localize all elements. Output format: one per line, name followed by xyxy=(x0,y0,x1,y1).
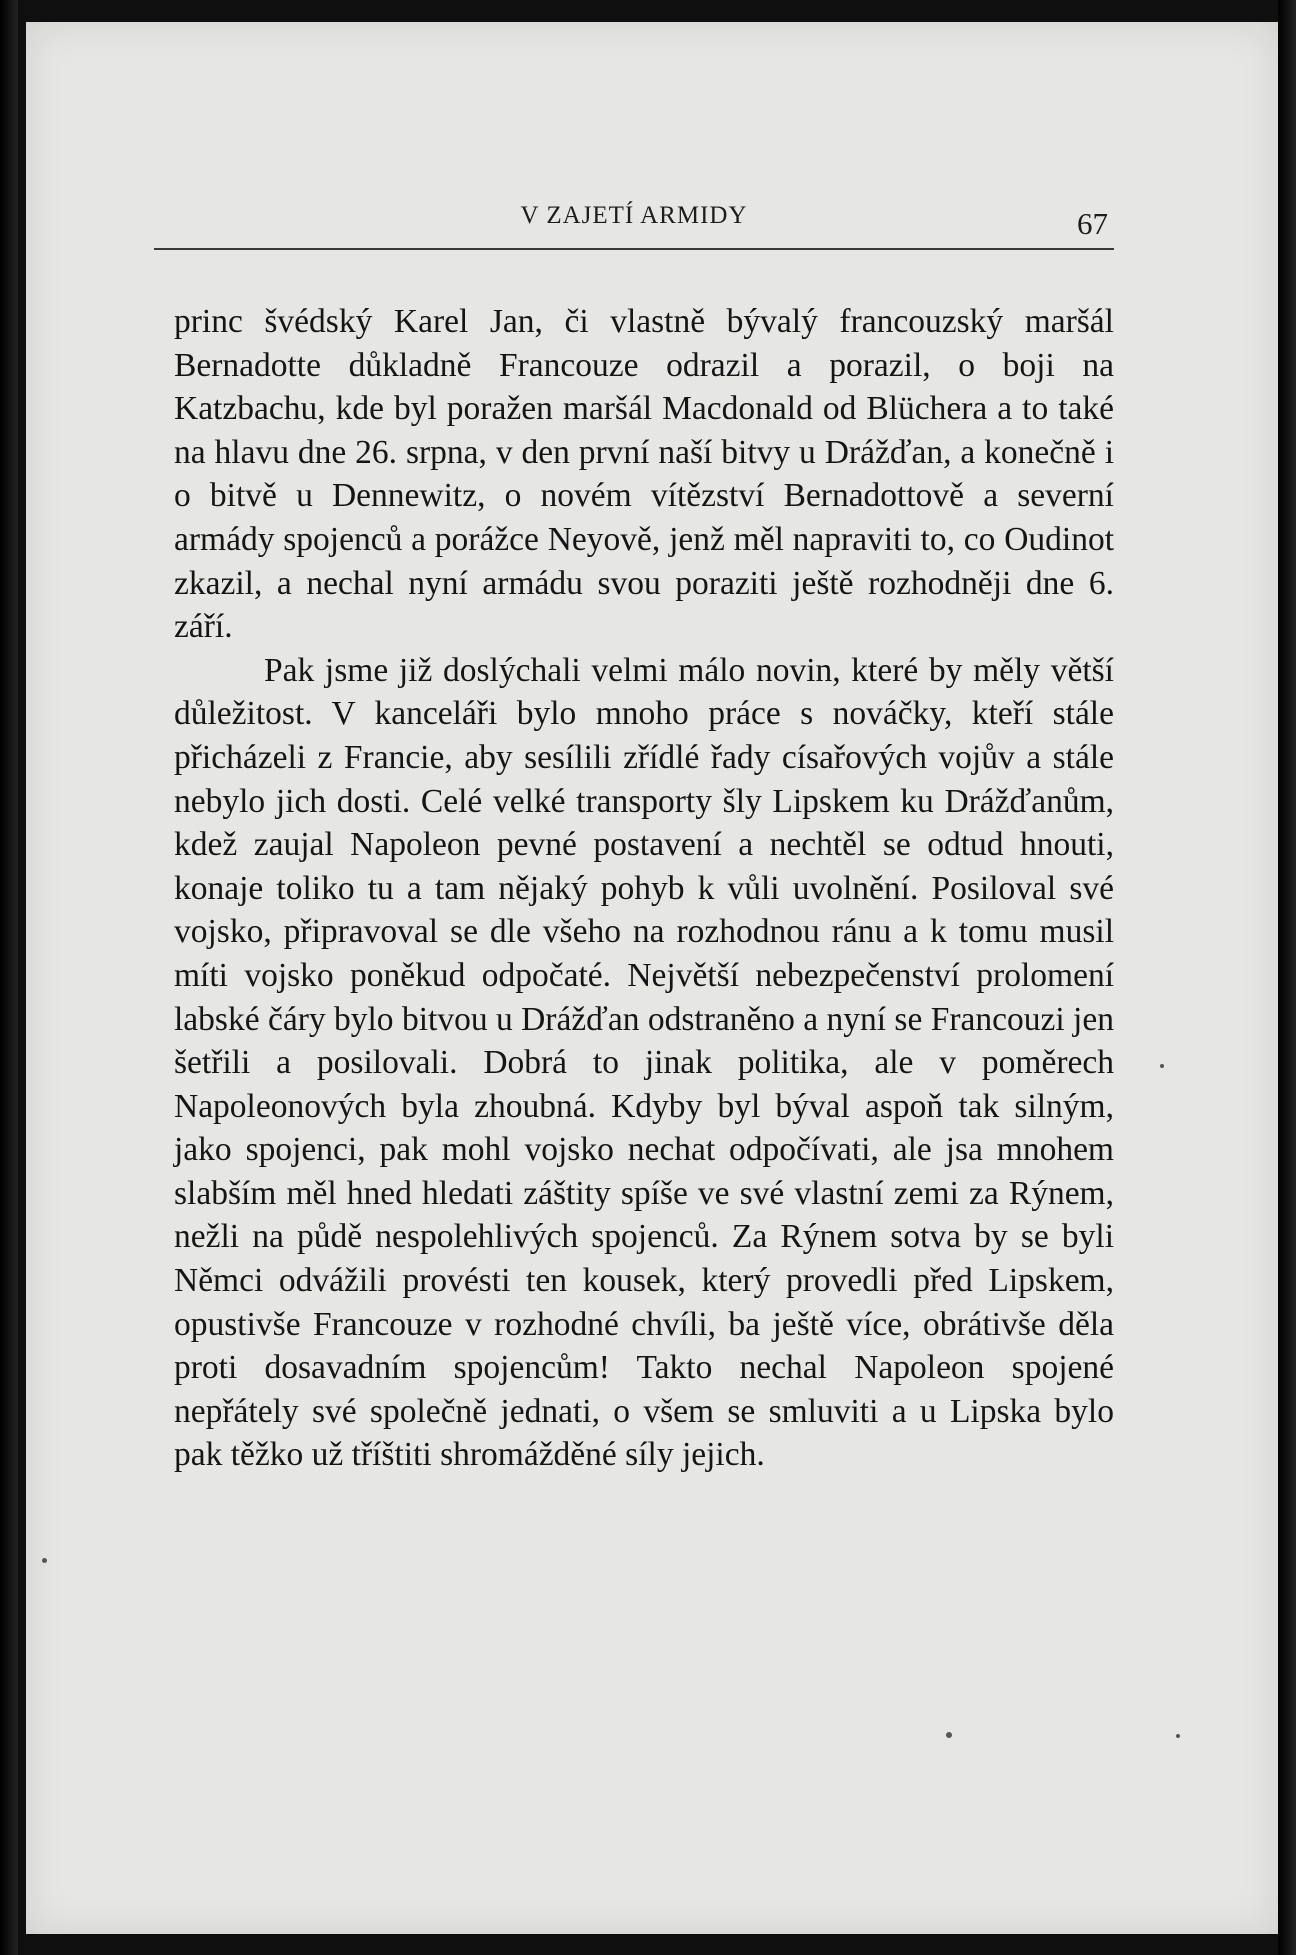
body-text xyxy=(174,300,1114,1477)
book-page xyxy=(26,22,1278,1934)
left-edge-shadow xyxy=(0,0,18,1955)
ink-speck xyxy=(1176,1734,1180,1738)
right-edge-shadow xyxy=(1278,0,1296,1955)
ink-speck xyxy=(1160,1064,1164,1068)
page-header xyxy=(154,178,1114,250)
page-number: 67 xyxy=(1077,206,1108,241)
ink-speck xyxy=(42,1558,47,1563)
running-title: V ZAJETÍ ARMIDY xyxy=(520,202,748,229)
paragraph-1: princ švédský Karel Jan, či vlastně bývalý francouzský maršál Bernadotte důkladně Francouze odrazil a porazil, o boji na Katzbachu, kde byl poražen maršál Macdonald od Blüchera a to také na hlavu dne 26. srpna, v den první naší bitvy u Drážďan, a konečně i o bitvě u Dennewitz, o novém vítězství Bernadottově a severní armády spojenců a porážce Neyově, jenž měl napraviti to, co Oudinot zkazil, a nechal nyní armádu svou poraziti ještě rozhodněji dne 6. září. xyxy=(174,303,1114,646)
ink-speck xyxy=(946,1732,952,1738)
paragraph-2: Pak jsme již doslýchali velmi málo novin, které by měly větší důležitost. V kanceláři bylo mnoho práce s nováčky, kteří stále přicházeli z Francie, aby sesílili zřídlé řady císařových vojův a stále nebylo jich dosti. Celé velké transporty šly Lipskem ku Drážďanům, kdež zaujal Napoleon pevné postavení a nechtěl se odtud hnouti, konaje toliko tu a tam nějaký pohyb k vůli uvolnění. Posiloval své vojsko, připravoval se dle všeho na rozhodnou ránu a k tomu musil míti vojsko poněkud odpočaté. Největší nebezpečenství prolomení labské čáry bylo bitvou u Drážďan odstraněno a nyní se Francouzi jen šetřili a posilovali. Dobrá to jinak politika, ale v poměrech Napoleonových byla zhoubná. Kdyby byl býval aspoň tak silným, jako spojenci, pak mohl vojsko nechat odpočívati, ale jsa mnohem slabším měl hned hledati záštity spíše ve své vlastní zemi za Rýnem, nežli na půdě nespolehlivých spojenců. Za Rýnem sotva by se byli Němci odvážili provésti ten kousek, který provedli před Lipskem, opustivše Francouze v rozhodné chvíli, ba ještě více, obrátivše děla proti dosavadním spojencům! Takto nechal Napoleon spojené nepřátely své společně jednati, o všem se smluviti a u Lipska bylo pak těžko už tříštiti shromážděné síly jejich. xyxy=(174,651,1114,1474)
